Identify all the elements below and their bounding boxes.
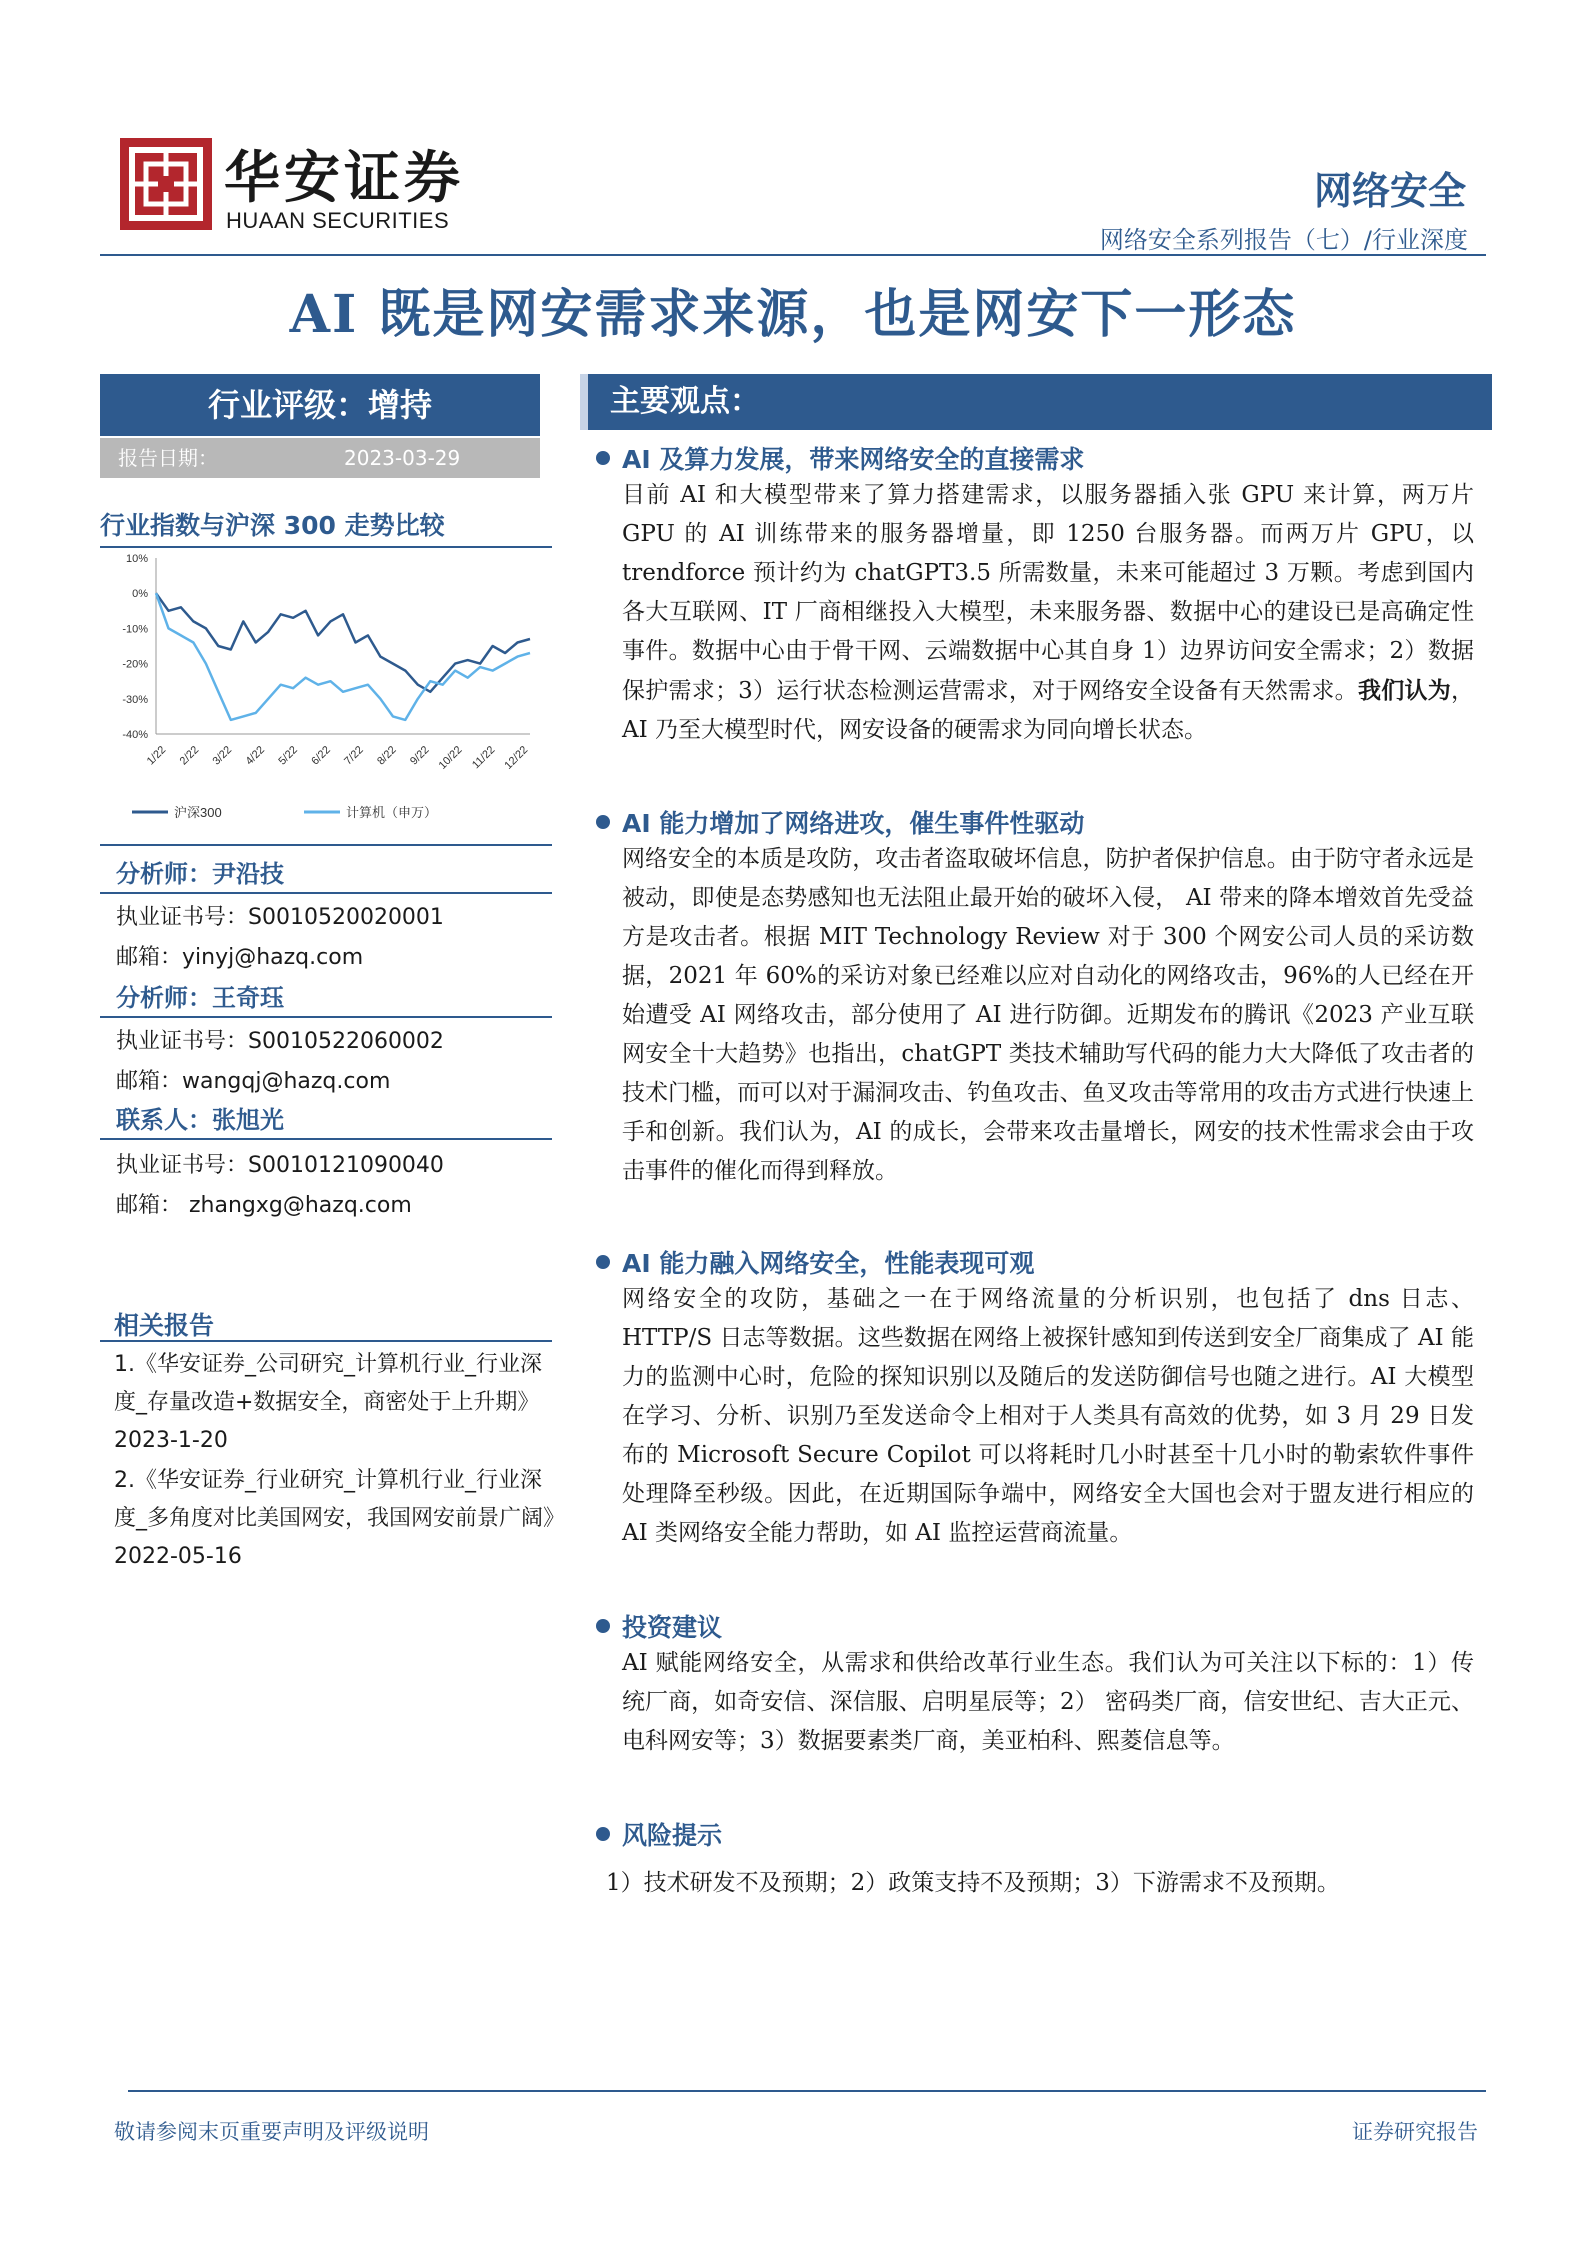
x-tick-label: 3/22 (210, 743, 235, 768)
company-logo (120, 138, 500, 236)
bullet-icon (596, 451, 610, 465)
report-date-value: 2023-03-29 (344, 446, 461, 470)
series-label: 网络安全系列报告（七）/行业深度 (1099, 226, 1468, 254)
bullet-icon (596, 815, 610, 829)
section-text: 目前 AI 和大模型带来了算力搭建需求，以服务器插入张 GPU 来计算，两万片 GPU 的 AI 训练带来的服务器增量，即 1250 台服务器。而两万片 GPU，以 trendforce 预计约为 chatGPT3.5 所需数量，未来可能超过 3 万颗。考虑到国内各大互联网、IT 厂商相继投入大模型，未来服务器、数据中心的建设已是高确定性事件。数据中心由于骨干网、云端数据中心其自身 1）边界访问安全需求；2）数据保护需求；3）运行状态检测运营需求，对于网络安全设备有天然需求。 (622, 482, 1474, 704)
bullet-icon (596, 1619, 610, 1633)
footer-disclaimer[interactable]: 敬请参阅末页重要声明及评级说明 (114, 2120, 429, 2144)
section-heading-4 (596, 1608, 722, 1644)
related-report-item[interactable]: 2.《华安证券_行业研究_计算机行业_行业深度_多角度对比美国网安，我国网安前景广阔》2022-05-16 (114, 1468, 555, 1569)
section-body-5: 1）技术研发不及预期；2）政策支持不及预期；3）下游需求不及预期。 (606, 1870, 1340, 1896)
section-title: 投资建议 (622, 1613, 723, 1642)
chart-svg (100, 550, 552, 840)
bullet-icon (596, 1255, 610, 1269)
y-tick-label: -20% (122, 658, 148, 671)
logo-chinese-name: 华安证券 (224, 145, 464, 211)
analyst-2-cert: 执业证书号：S0010522060002 (116, 1029, 444, 1054)
contact-email[interactable]: 邮箱： zhangxg@hazq.com (116, 1193, 412, 1218)
contact-divider (100, 1138, 552, 1140)
y-tick-label: -40% (122, 729, 148, 741)
section-title: 风险提示 (622, 1821, 723, 1850)
footer-divider (128, 2090, 1486, 2092)
index-comparison-chart (100, 550, 552, 840)
x-tick-label: 7/22 (342, 743, 366, 768)
x-tick-label: 4/22 (243, 743, 268, 768)
x-tick-label: 11/22 (470, 743, 498, 772)
report-date-label: 报告日期： (118, 446, 218, 470)
chart-title: 行业指数与沪深 300 走势比较 (100, 511, 445, 540)
contact-name: 联系人：张旭光 (116, 1106, 284, 1134)
section-heading-3 (596, 1244, 1034, 1280)
analyst-2-name: 分析师：王奇珏 (116, 984, 284, 1012)
section-body-3: 网络安全的攻防，基础之一在于网络流量的分析识别，也包括了 dns 日志、HTTP/S 日志等数据。这些数据在网络上被探针感知到传送到安全厂商集成了 AI 能力的监测中心时，危险的探知识别以及随后的发送防御信号也随之进行。AI 大模型在学习、分析、识别乃至发送命令上相对于人类具有高效的优势，如 3 月 29 日发布的 Microsoft Secure Copilot 可以将耗时几小时甚至十几小时的勒索软件事件处理降至秒级。因此，在近期国际争端中，网络安全大国也会对于盟友进行相应的 AI 类网络安全能力帮助，如 AI 监控运营商流量。 (622, 1286, 1474, 1546)
x-tick-label: 2/22 (177, 743, 202, 768)
section-title: AI 能力融入网络安全，性能表现可观 (622, 1249, 1035, 1278)
legend-label: 计算机（申万） (346, 805, 438, 820)
contact-cert: 执业证书号：S0010121090040 (116, 1153, 444, 1178)
related-reports-list (114, 1346, 560, 1578)
section-body-2: 网络安全的本质是攻防，攻击者盗取破坏信息，防护者保护信息。由于防守者永远是被动，即使是态势感知也无法阻止最开始的破坏入侵， AI 带来的降本增效首先受益方是攻击者。根据 MIT Technology Review 对于 300 个网安公司人员的采访数据，2021 年 60%的采访对象已经难以应对自动化的网络攻击，96%的人已经在开始遭受 AI 网络攻击，部分使用了 AI 进行防御。近期发布的腾讯《2023 产业互联网安全十大趋势》也指出，chatGPT 类技术辅助写代码的能力大大降低了攻击者的技术门槛，而可以对于漏洞攻击、钓鱼攻击、鱼叉攻击等常用的攻击方式进行快速上手和创新。我们认为，AI 的成长，会带来攻击量增长，网安的技术性需求会由于攻击事件的催化而得到释放。 (622, 846, 1474, 1184)
logo-english-name: HUAAN SECURITIES (226, 208, 450, 233)
x-tick-label: 9/22 (408, 743, 432, 768)
related-report-item[interactable]: 1.《华安证券_公司研究_计算机行业_行业深度_存量改造+数据安全，商密处于上升期》2023-1-20 (114, 1352, 542, 1453)
section-title: AI 及算力发展，带来网络安全的直接需求 (622, 445, 1085, 474)
analyst-1-name: 分析师：尹沿技 (116, 860, 284, 888)
footer-report-type: 证券研究报告 (1352, 2120, 1478, 2144)
logo-seal-icon (120, 138, 212, 230)
x-tick-label: 10/22 (436, 743, 465, 772)
section-bold-text: 我们认为 (1357, 677, 1452, 704)
analyst-1-cert: 执业证书号：S0010520020001 (116, 905, 444, 930)
section-heading-5 (596, 1816, 722, 1852)
y-tick-label: 0% (132, 588, 148, 601)
x-tick-label: 1/22 (144, 743, 169, 768)
section-heading-2 (596, 804, 1084, 840)
report-title: AI 既是网安需求来源，也是网安下一形态 (289, 284, 1297, 345)
main-views-heading: 主要观点： (580, 374, 1492, 430)
y-tick-label: -10% (122, 623, 148, 636)
related-divider (100, 1340, 552, 1342)
section-text-end: ，AI 乃至大模型时代，网安设备的硬需求为同向增长状态。 (622, 678, 1475, 743)
x-tick-label: 6/22 (309, 743, 333, 768)
series-line-computer (156, 593, 530, 720)
section-body-4: AI 赋能网络安全，从需求和供给改革行业生态。我们认为可关注以下标的：1）传统厂商，如奇安信、深信服、启明星辰等；2） 密码类厂商，信安世纪、吉大正元、电科网安等；3）数据要素类厂商，美亚柏科、熙菱信息等。 (622, 1650, 1474, 1754)
chart-divider (100, 546, 552, 548)
main-views-accent (580, 374, 588, 430)
header-divider (100, 254, 1486, 256)
y-tick-label: 10% (125, 553, 148, 565)
analyst-1-divider (100, 892, 552, 894)
section-body-1 (622, 476, 1474, 750)
bullet-icon (596, 1827, 610, 1841)
section-heading-1 (596, 440, 1084, 476)
chart-bottom-divider (100, 844, 552, 846)
y-tick-label: -30% (122, 693, 148, 706)
analyst-2-divider (100, 1016, 552, 1018)
related-reports-heading: 相关报告 (114, 1311, 215, 1340)
analyst-1-email[interactable]: 邮箱：yinyj@hazq.com (116, 945, 364, 970)
legend-label: 沪深300 (174, 805, 222, 820)
rating-bar: 行业评级：增持 (100, 374, 540, 436)
report-date-bar (100, 438, 540, 478)
sector-label: 网络安全 (1313, 169, 1466, 213)
section-title: AI 能力增加了网络进攻，催生事件性驱动 (622, 809, 1085, 838)
analyst-2-email[interactable]: 邮箱：wangqj@hazq.com (116, 1069, 391, 1094)
x-tick-label: 5/22 (276, 743, 301, 768)
x-tick-label: 8/22 (375, 743, 399, 768)
x-tick-label: 12/22 (502, 743, 531, 772)
